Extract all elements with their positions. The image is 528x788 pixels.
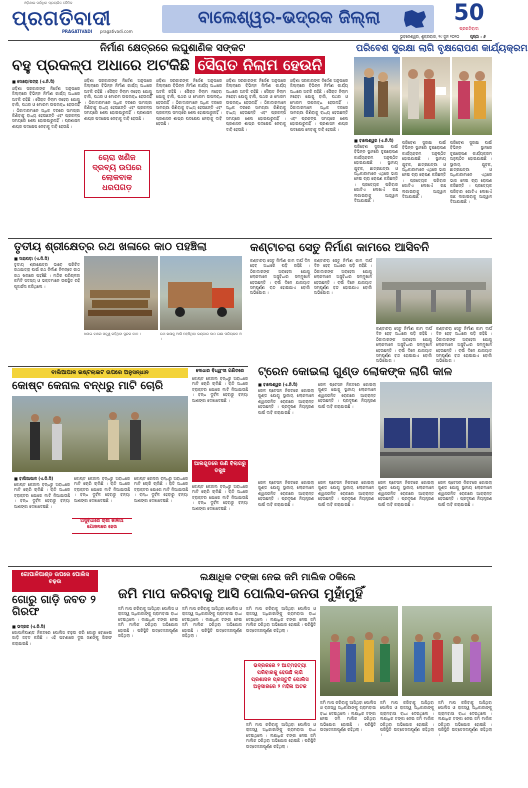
h9-kicker-box (12, 570, 98, 592)
h5-kicker-box (12, 368, 188, 378)
h2-body-col-3: ପରିବେଶ ସୁରକ୍ଷା ପାଇଁ ବିଭିନ୍ନ ସ୍ଥାନରେ ବୃକ୍ଷରୋପଣ କାର୍ଯ୍ୟକ୍ରମ ଅନୁଷ୍ଠିତ ହୋଇଯାଇଛି । ସ୍ଥାନୀୟ ଯୁବକ, ଛାତ୍ରଛାତ୍ରୀ ଓ ଅଧିକାରୀମାନେ ଏଥିରେ ଭାଗ ନେଇ ଚାରା ରୋପଣ କରିଛନ୍ତି । ପ୍ରତ୍ୟେକ ପରିବାର ଗୋଟିଏ ଲେଖାଏଁ ଗଛ ଲଗାଇବାକୁ ଆହ୍ୱାନ ଦିଆଯାଇଛି । (450, 140, 492, 205)
h10-body-col-2: ଜମି ମାପ କରିବାକୁ ଆସିଥିବା ପୋଲିସ ଓ ରାଜସ୍ୱ ଅଧିକାରୀଙ୍କୁ ଗ୍ରାମବାସୀ ବାଧା ଦେଇଥିଲେ । ଲକ୍ଷାଧିକ ଟଙ୍କା ନେଇ ଜମି ମାଲିକ ଠକିଥିବା ଅଭିଯୋଗ ହୋଇଛି । ପରିସ୍ଥିତି ଉତ୍ତେଜନାପୂର୍ଣ୍ଣ ରହିଥିଲା । (182, 606, 242, 639)
anniversary-logo (444, 2, 494, 32)
masthead-site: pragativadi.com (100, 29, 133, 34)
masthead-rule (8, 40, 492, 41)
section-title: ବାଲେଶ୍ୱର-ଭଦ୍ରକ ଜିଲ୍ଲା (198, 8, 381, 28)
coal-train-photo (380, 382, 492, 478)
tree-planting-photo-2 (402, 57, 450, 135)
masthead-tagline: ଓଡ଼ିଶାର ସର୍ବାଧିକ ପ୍ରଚାରିତ ଦୈନିକ (24, 1, 73, 5)
h6-body-col-1: କୋଷ୍ଟ କେନାଲ ବନ୍ଧରୁ ଅବାଧରେ ମାଟି ଚୋରି ଚାଲିଛି । ରାତି ଅଧରେ ଟ୍ରାକ୍ଟର ଯୋଗେ ମାଟି ନିଆଯାଉଛି । ବନ୍ଧ ଦୁର୍ବଳ ହେବାରୁ ବନ୍ୟା ଆଶଙ୍କା ଦେଖାଦେଇଛି । (192, 376, 248, 403)
h6-kicker: ଦୋଧାର ବିଧ୍ୱଂସୀ ଗଣିତରେ (195, 369, 245, 374)
h10-body-col-3: ଜମି ମାପ କରିବାକୁ ଆସିଥିବା ପୋଲିସ ଓ ରାଜସ୍ୱ ଅଧିକାରୀଙ୍କୁ ଗ୍ରାମବାସୀ ବାଧା ଦେଇଥିଲେ । ଲକ୍ଷାଧିକ ଟଙ୍କା ନେଇ ଜମି ମାଲିକ ଠକିଥିବା ଅଭିଯୋଗ ହୋଇଛି । ପରିସ୍ଥିତି ଉତ୍ତେଜନାପୂର୍ଣ୍ଣ ରହିଥିଲା । (246, 606, 316, 633)
rath-wood-photo-1 (84, 256, 158, 330)
h9-body: ଗୋପାଳିପାଣ୍ଡ ନିକଟରେ ପୋଲିସ ଚଢ଼ଉ କରି ଗୋରୁ ବୋଝେଇ ଗାଡ଼ି ଜବତ କରିଛି । ଏହି ଘଟଣାରେ ଦୁଇ ଜଣଙ୍କୁ ଗିରଫ କରାଯାଇଛି । (12, 630, 112, 646)
byline-3: ■ ସାହାପଡ଼ା (ଏ.ନି.ସି) (14, 256, 50, 261)
byline-5: ■ ବାଲେଶ୍ୱର (ଏ.ନି.ସି) (258, 382, 298, 387)
h2-body-col-2: ପରିବେଶ ସୁରକ୍ଷା ପାଇଁ ବିଭିନ୍ନ ସ୍ଥାନରେ ବୃକ୍ଷରୋପଣ କାର୍ଯ୍ୟକ୍ରମ ଅନୁଷ୍ଠିତ ହୋଇଯାଇଛି । ସ୍ଥାନୀୟ ଯୁବକ, ଛାତ୍ରଛାତ୍ରୀ ଓ ଅଧିକାରୀମାନେ ଏଥିରେ ଭାଗ ନେଇ ଚାରା ରୋପଣ କରିଛନ୍ତି । ପ୍ରତ୍ୟେକ ପରିବାର ଗୋଟିଏ ଲେଖାଏଁ ଗଛ ଲଗାଇବାକୁ ଆହ୍ୱାନ ଦିଆଯାଇଛି । (402, 140, 446, 200)
h10-inset-headline: ଭଦ୍ରକରେ ୨ ଆତ୍ମହତ୍ୟା ପରିବାରକୁ ହେଉଛି ଲାଗି ପ୍ରଶାସନ ପ୍ରସ୍ତୁତି ପୋଲିସ ଅନୁସାରରେ ୨ ମହିଳା ଅଟକ (251, 663, 309, 690)
masthead (0, 0, 500, 40)
h10-body-col-6: ଜମି ମାପ କରିବାକୁ ଆସିଥିବା ପୋଲିସ ଓ ରାଜସ୍ୱ ଅଧିକାରୀଙ୍କୁ ଗ୍ରାମବାସୀ ବାଧା ଦେଇଥିଲେ । ଲକ୍ଷାଧିକ ଟଙ୍କା ନେଇ ଜମି ମାଲିକ ଠକିଥିବା ଅଭିଯୋଗ ହୋଇଛି । ପରିସ୍ଥିତି ଉତ୍ତେଜନାପୂର୍ଣ୍ଣ ରହିଥିଲା । (380, 700, 434, 738)
h4-headline: କଣ୍ଟାଚରା ସେତୁ ନିର୍ମାଣ କାମରେ ଆସିବନି (250, 240, 430, 254)
rath-truck-photo (160, 256, 242, 330)
h5-body-col-3: କୋଷ୍ଟ କେନାଲ ବନ୍ଧରୁ ଅବାଧରେ ମାଟି ଚୋରି ଚାଲିଛି । ରାତି ଅଧରେ ଟ୍ରାକ୍ଟର ଯୋଗେ ମାଟି ନିଆଯାଉଛି । ବନ୍ଧ ଦୁର୍ବଳ ହେବାରୁ ବନ୍ୟା ଆଶଙ୍କା ଦେଖାଦେଇଛି । (134, 476, 188, 503)
h2-body-col-1: ପରିବେଶ ସୁରକ୍ଷା ପାଇଁ ବିଭିନ୍ନ ସ୍ଥାନରେ ବୃକ୍ଷରୋପଣ କାର୍ଯ୍ୟକ୍ରମ ଅନୁଷ୍ଠିତ ହୋଇଯାଇଛି । ସ୍ଥାନୀୟ ଯୁବକ, ଛାତ୍ରଛାତ୍ରୀ ଓ ଅଧିକାରୀମାନେ ଏଥିରେ ଭାଗ ନେଇ ଚାରା ରୋପଣ କରିଛନ୍ତି । ପ୍ରତ୍ୟେକ ପରିବାର ଗୋଟିଏ ଲେଖାଏଁ ଗଛ ଲଗାଇବାକୁ ଆହ୍ୱାନ ଦିଆଯାଇଛି । (354, 144, 398, 204)
h4-body-col-3: କଣ୍ଟାଚରା ସେତୁ ନିର୍ମାଣ କାମ ଦୀର୍ଘ ଦିନ ହେବ ଅଧାରେ ପଡ଼ି ରହିଛି । ଠିକାଦାରଙ୍କ ଅବହେଳା ଯୋଗୁ ଲୋକମାନେ ଅସୁବିଧାର ସମ୍ମୁଖୀନ ହେଉଛନ୍ତି । ବର୍ଷା ଦିନେ ଯାତାୟାତ ସମ୍ପୂର୍ଣ୍ଣ ବନ୍ଦ ହୋଇଯାଏ ବୋଲି ଅଭିଯୋଗ । (376, 326, 432, 364)
h4-body-col-2: କଣ୍ଟାଚରା ସେତୁ ନିର୍ମାଣ କାମ ଦୀର୍ଘ ଦିନ ହେବ ଅଧାରେ ପଡ଼ି ରହିଛି । ଠିକାଦାରଙ୍କ ଅବହେଳା ଯୋଗୁ ଲୋକମାନେ ଅସୁବିଧାର ସମ୍ମୁଖୀନ ହେଉଛନ୍ତି । ବର୍ଷା ଦିନେ ଯାତାୟାତ ସମ୍ପୂର୍ଣ୍ଣ ବନ୍ଦ ହୋଇଯାଏ ବୋଲି ଅଭିଯୋଗ । (314, 258, 372, 296)
tree-planting-photo-3 (452, 57, 492, 135)
h7-body-col-2: ରେଳ ଷ୍ଟେସନ ନିକଟରେ କୋଇଲା ଗୁଣ୍ଡ ଯୋଗୁ ସ୍ଥାନୀୟ ଲୋକମାନେ ଶ୍ୱାସଜନିତ ରୋଗରେ ଆକ୍ରାନ୍ତ ହେଉଛନ୍ତି । ପ୍ରଦୂଷଣ ନିୟନ୍ତ୍ରଣ ପାଇଁ ଦାବି କରାଯାଇଛି । (318, 382, 376, 409)
anniversary-number: 50 (453, 1, 485, 26)
district-map-icon (402, 8, 428, 30)
tree-planting-photo-1 (354, 57, 400, 135)
h2-headline: ପରିବେଶ ସୁରକ୍ଷା ଲାଗି ବୃକ୍ଷରୋପଣ କାର୍ଯ୍ୟକ୍ରମ (356, 43, 528, 54)
h10-body-col-7: ଜମି ମାପ କରିବାକୁ ଆସିଥିବା ପୋଲିସ ଓ ରାଜସ୍ୱ ଅଧିକାରୀଙ୍କୁ ଗ୍ରାମବାସୀ ବାଧା ଦେଇଥିଲେ । ଲକ୍ଷାଧିକ ଟଙ୍କା ନେଇ ଜମି ମାଲିକ ଠକିଥିବା ଅଭିଯୋଗ ହୋଇଛି । ପରିସ୍ଥିତି ଉତ୍ତେଜନାପୂର୍ଣ୍ଣ ରହିଥିଲା । (438, 700, 492, 738)
row-rule-2 (8, 366, 248, 367)
anniversary-label: ପ୍ରଗତିବାଦୀ (459, 26, 479, 31)
h4-body-col-4: କଣ୍ଟାଚରା ସେତୁ ନିର୍ମାଣ କାମ ଦୀର୍ଘ ଦିନ ହେବ ଅଧାରେ ପଡ଼ି ରହିଛି । ଠିକାଦାରଙ୍କ ଅବହେଳା ଯୋଗୁ ଲୋକମାନେ ଅସୁବିଧାର ସମ୍ମୁଖୀନ ହେଉଛନ୍ତି । ବର୍ଷା ଦିନେ ଯାତାୟାତ ସମ୍ପୂର୍ଣ୍ଣ ବନ୍ଦ ହୋଇଯାଏ ବୋଲି ଅଭିଯୋଗ । (436, 326, 492, 364)
h4-body-col-1: କଣ୍ଟାଚରା ସେତୁ ନିର୍ମାଣ କାମ ଦୀର୍ଘ ଦିନ ହେବ ଅଧାରେ ପଡ଼ି ରହିଛି । ଠିକାଦାରଙ୍କ ଅବହେଳା ଯୋଗୁ ଲୋକମାନେ ଅସୁବିଧାର ସମ୍ମୁଖୀନ ହେଉଛନ୍ତି । ବର୍ଷା ଦିନେ ଯାତାୟାତ ସମ୍ପୂର୍ଣ୍ଣ ବନ୍ଦ ହୋଇଯାଏ ବୋଲି ଅଭିଯୋଗ । (250, 258, 310, 296)
h1-headline (12, 56, 348, 74)
h9-headline: ଗୋରୁ ଗାଡ଼ି ଜବତ ୨ ଗିରଫ (12, 593, 96, 618)
h5-body-col-2: କୋଷ୍ଟ କେନାଲ ବନ୍ଧରୁ ଅବାଧରେ ମାଟି ଚୋରି ଚାଲିଛି । ରାତି ଅଧରେ ଟ୍ରାକ୍ଟର ଯୋଗେ ମାଟି ନିଆଯାଉଛି । ବନ୍ଧ ଦୁର୍ବଳ ହେବାରୁ ବନ୍ୟା ଆଶଙ୍କା ଦେଖାଦେଇଛି । (74, 476, 130, 503)
page-number: ପୃଷ୍ଠା : ୬ (470, 34, 486, 39)
h10-body-col-1: ଜମି ମାପ କରିବାକୁ ଆସିଥିବା ପୋଲିସ ଓ ରାଜସ୍ୱ ଅଧିକାରୀଙ୍କୁ ଗ୍ରାମବାସୀ ବାଧା ଦେଇଥିଲେ । ଲକ୍ଷାଧିକ ଟଙ୍କା ନେଇ ଜମି ମାଲିକ ଠକିଥିବା ଅଭିଯୋଗ ହୋଇଛି । ପରିସ୍ଥିତି ଉତ୍ତେଜନାପୂର୍ଣ୍ଣ ରହିଥିଲା । (118, 606, 178, 639)
h8-inset (72, 518, 132, 534)
h7-body-col-1: ରେଳ ଷ୍ଟେସନ ନିକଟରେ କୋଇଲା ଗୁଣ୍ଡ ଯୋଗୁ ସ୍ଥାନୀୟ ଲୋକମାନେ ଶ୍ୱାସଜନିତ ରୋଗରେ ଆକ୍ରାନ୍ତ ହେଉଛନ୍ତି । ପ୍ରଦୂଷଣ ନିୟନ୍ତ୍ରଣ ପାଇଁ ଦାବି କରାଯାଇଛି । (258, 388, 314, 415)
h7-body-col-3: ରେଳ ଷ୍ଟେସନ ନିକଟରେ କୋଇଲା ଗୁଣ୍ଡ ଯୋଗୁ ସ୍ଥାନୀୟ ଲୋକମାନେ ଶ୍ୱାସଜନିତ ରୋଗରେ ଆକ୍ରାନ୍ତ ହେଉଛନ୍ତି । ପ୍ରଦୂଷଣ ନିୟନ୍ତ୍ରଣ ପାଇଁ ଦାବି କରାଯାଇଛି । (258, 480, 314, 507)
row-rule-1 (8, 238, 492, 239)
h1-inset-box (84, 150, 150, 198)
h10-body-col-4: ଜମି ମାପ କରିବାକୁ ଆସିଥିବା ପୋଲିସ ଓ ରାଜସ୍ୱ ଅଧିକାରୀଙ୍କୁ ଗ୍ରାମବାସୀ ବାଧା ଦେଇଥିଲେ । ଲକ୍ଷାଧିକ ଟଙ୍କା ନେଇ ଜମି ମାଲିକ ଠକିଥିବା ଅଭିଯୋଗ ହୋଇଛି । ପରିସ୍ଥିତି ଉତ୍ତେଜନାପୂର୍ଣ୍ଣ ରହିଥିଲା । (246, 722, 316, 749)
h6-banner-text: ଆଲଗୁଡରେ ଉଣି ବିଲାଗରୁ ଡକୁଛ (194, 461, 246, 474)
masthead-brand-sub: PRAGATIVADI (62, 29, 93, 34)
masthead-brand: ପ୍ରଗତିବାଦୀ (12, 6, 112, 30)
h10-inset-box (244, 660, 316, 720)
byline-6: ■ ଭଦ୍ରକ (ଏ.ନି.ସି) (12, 624, 46, 629)
h5-headline: କୋଷ୍ଟ କେନାଲ ବନ୍ଧରୁ ମାଟି ଚୋରି (12, 379, 164, 392)
h10-headline: ଜମି ମାପ କରିବାକୁ ଆସି ପୋଲିସ-ଜନତା ମୁହାଁମୁହିଁ (118, 586, 364, 602)
byline-4: ■ ବାଲିଆପାଳ (ଏ.ନି.ସି) (14, 476, 54, 481)
h9-kicker: ଗୋପାଳିପାଣ୍ଡ ଉପରେ ପୋଲିସ ଚଢ଼ଉ (20, 572, 90, 585)
h10-body-col-5: ଜମି ମାପ କରିବାକୁ ଆସିଥିବା ପୋଲିସ ଓ ରାଜସ୍ୱ ଅଧିକାରୀଙ୍କୁ ଗ୍ରାମବାସୀ ବାଧା ଦେଇଥିଲେ । ଲକ୍ଷାଧିକ ଟଙ୍କା ନେଇ ଜମି ମାଲିକ ଠକିଥିବା ଅଭିଯୋଗ ହୋଇଛି । ପରିସ୍ଥିତି ଉତ୍ତେଜନାପୂର୍ଣ୍ଣ ରହିଥିଲା । (320, 700, 376, 733)
h7-body-col-4: ରେଳ ଷ୍ଟେସନ ନିକଟରେ କୋଇଲା ଗୁଣ୍ଡ ଯୋଗୁ ସ୍ଥାନୀୟ ଲୋକମାନେ ଶ୍ୱାସଜନିତ ରୋଗରେ ଆକ୍ରାନ୍ତ ହେଉଛନ୍ତି । ପ୍ରଦୂଷଣ ନିୟନ୍ତ୍ରଣ ପାଇଁ ଦାବି କରାଯାଇଛି । (318, 480, 374, 507)
h8-inset-headline: ଅସୁବିଧାରେ ଚାଷୀ କାଳିଆ ଯୋଜନାରେ ହେଉ (80, 519, 124, 530)
h10-kicker: ଲକ୍ଷାଧିକ ଟଙ୍କା ନେଇ ଜମି ମାଲିକ ଠକିଲେ (200, 572, 356, 583)
h1-body-col-2: ଓଡ଼ିଶା ସରକାରଙ୍କ ନିର୍ଦ୍ଦେଶ ଅନୁସାରେ ଜିଲ୍ଲାରେ ବିଭିନ୍ନ ନିର୍ମାଣ କାର୍ଯ୍ୟ ଅଧାରେ ଅଟକି ରହିଛି । ସୈରାତ ନିଲାମ ନହେବା ଯୋଗୁ ବାଲି, ପଥର ଓ ମୋରମ ଉପଲବ୍ଧ ହେଉନାହିଁ । ଠିକାଦାରମାନେ ଅଧିକ ଦରରେ ସାମଗ୍ରୀ କିଣିବାକୁ ବାଧ୍ୟ ହେଉଛନ୍ତି ଏବଂ ପ୍ରକଳ୍ପ ସମୟରେ ଶେଷ ହୋଇପାରୁନାହିଁ । ପ୍ରଶାସନ ଶୀଘ୍ର ପଦକ୍ଷେପ ନେବାକୁ ଦାବି ହେଉଛି । (84, 78, 152, 121)
h7-body-col-6: ରେଳ ଷ୍ଟେସନ ନିକଟରେ କୋଇଲା ଗୁଣ୍ଡ ଯୋଗୁ ସ୍ଥାନୀୟ ଲୋକମାନେ ଶ୍ୱାସଜନିତ ରୋଗରେ ଆକ୍ରାନ୍ତ ହେଉଛନ୍ତି । ପ୍ରଦୂଷଣ ନିୟନ୍ତ୍ରଣ ପାଇଁ ଦାବି କରାଯାଇଛି । (438, 480, 492, 507)
bridge-photo (376, 258, 492, 324)
h1-body-col-4: ଓଡ଼ିଶା ସରକାରଙ୍କ ନିର୍ଦ୍ଦେଶ ଅନୁସାରେ ଜିଲ୍ଲାରେ ବିଭିନ୍ନ ନିର୍ମାଣ କାର୍ଯ୍ୟ ଅଧାରେ ଅଟକି ରହିଛି । ସୈରାତ ନିଲାମ ନହେବା ଯୋଗୁ ବାଲି, ପଥର ଓ ମୋରମ ଉପଲବ୍ଧ ହେଉନାହିଁ । ଠିକାଦାରମାନେ ଅଧିକ ଦରରେ ସାମଗ୍ରୀ କିଣିବାକୁ ବାଧ୍ୟ ହେଉଛନ୍ତି ଏବଂ ପ୍ରକଳ୍ପ ସମୟରେ ଶେଷ ହୋଇପାରୁନାହିଁ । ପ୍ରଶାସନ ଶୀଘ୍ର ପଦକ୍ଷେପ ନେବାକୁ ଦାବି ହେଉଛି । (226, 78, 286, 132)
h3-headline: ତୃତୀୟ ଶ୍ରୀକ୍ଷେତ୍ର ରଥ ଖଳାରେ କାଠ ପହଞ୍ଚିଲା (14, 240, 207, 253)
h5-kicker: ବାଲିଆପାଳ ଇଷ୍ଟଲାଇଟ ଉପରେ ଅନୁସନ୍ଧାନ (51, 370, 149, 376)
land-dispute-photo-1 (320, 606, 398, 696)
dateline: ଭୁବନେଶ୍ୱର, ଶୁକ୍ରବାର, ୧୯ ଜୁନ ୨୦୨୦ (400, 34, 460, 39)
row-rule-3 (8, 566, 492, 567)
caption-1: ଧନାଇ ବାଲେ ସତ୍ତ୍ୱ ରହିଥିବା ସୁନ୍ଦର କାଠ । (84, 332, 142, 336)
h1-body-col-5: ଓଡ଼ିଶା ସରକାରଙ୍କ ନିର୍ଦ୍ଦେଶ ଅନୁସାରେ ଜିଲ୍ଲାରେ ବିଭିନ୍ନ ନିର୍ମାଣ କାର୍ଯ୍ୟ ଅଧାରେ ଅଟକି ରହିଛି । ସୈରାତ ନିଲାମ ନହେବା ଯୋଗୁ ବାଲି, ପଥର ଓ ମୋରମ ଉପଲବ୍ଧ ହେଉନାହିଁ । ଠିକାଦାରମାନେ ଅଧିକ ଦରରେ ସାମଗ୍ରୀ କିଣିବାକୁ ବାଧ୍ୟ ହେଉଛନ୍ତି ଏବଂ ପ୍ରକଳ୍ପ ସମୟରେ ଶେଷ ହୋଇପାରୁନାହିଁ । ପ୍ରଶାସନ ଶୀଘ୍ର ପଦକ୍ଷେପ ନେବାକୁ ଦାବି ହେଉଛି । (290, 78, 348, 132)
h1-headline-highlight: ସୈରାତ ନିଲାମ ହେଉନି (195, 56, 325, 74)
byline-1: ■ ସୋରୋ/ପତ୍ରା (ଏ.ନି.ସି) (12, 79, 55, 84)
h6-body-col-2: କୋଷ୍ଟ କେନାଲ ବନ୍ଧରୁ ଅବାଧରେ ମାଟି ଚୋରି ଚାଲିଛି । ରାତି ଅଧରେ ଟ୍ରାକ୍ଟର ଯୋଗେ ମାଟି ନିଆଯାଉଛି । ବନ୍ଧ ଦୁର୍ବଳ ହେବାରୁ ବନ୍ୟା ଆଶଙ୍କା ଦେଖାଦେଇଛି । (192, 484, 248, 511)
h1-body-col-3: ଓଡ଼ିଶା ସରକାରଙ୍କ ନିର୍ଦ୍ଦେଶ ଅନୁସାରେ ଜିଲ୍ଲାରେ ବିଭିନ୍ନ ନିର୍ମାଣ କାର୍ଯ୍ୟ ଅଧାରେ ଅଟକି ରହିଛି । ସୈରାତ ନିଲାମ ନହେବା ଯୋଗୁ ବାଲି, ପଥର ଓ ମୋରମ ଉପଲବ୍ଧ ହେଉନାହିଁ । ଠିକାଦାରମାନେ ଅଧିକ ଦରରେ ସାମଗ୍ରୀ କିଣିବାକୁ ବାଧ୍ୟ ହେଉଛନ୍ତି ଏବଂ ପ୍ରକଳ୍ପ ସମୟରେ ଶେଷ ହୋଇପାରୁନାହିଁ । ପ୍ରଶାସନ ଶୀଘ୍ର ପଦକ୍ଷେପ ନେବାକୁ ଦାବି ହେଉଛି । (156, 78, 222, 127)
canal-soil-photo (12, 396, 188, 472)
h6-banner (192, 460, 248, 482)
h1-body-col-1: ଓଡ଼ିଶା ସରକାରଙ୍କ ନିର୍ଦ୍ଦେଶ ଅନୁସାରେ ଜିଲ୍ଲାରେ ବିଭିନ୍ନ ନିର୍ମାଣ କାର୍ଯ୍ୟ ଅଧାରେ ଅଟକି ରହିଛି । ସୈରାତ ନିଲାମ ନହେବା ଯୋଗୁ ବାଲି, ପଥର ଓ ମୋରମ ଉପଲବ୍ଧ ହେଉନାହିଁ । ଠିକାଦାରମାନେ ଅଧିକ ଦରରେ ସାମଗ୍ରୀ କିଣିବାକୁ ବାଧ୍ୟ ହେଉଛନ୍ତି ଏବଂ ପ୍ରକଳ୍ପ ସମୟରେ ଶେଷ ହୋଇପାରୁନାହିଁ । ପ୍ରଶାସନ ଶୀଘ୍ର ପଦକ୍ଷେପ ନେବାକୁ ଦାବି ହେଉଛି । (12, 86, 80, 129)
h1-inset-headline: ଚୋରା ଖଣିଜ ଦ୍ରବ୍ୟ ଉପରେ ଲୋକବାକ ଧରପଗଡ଼ (92, 153, 142, 192)
byline-2: ■ ବାଲେଶ୍ୱର (ଏ.ନି.ସି) (354, 138, 394, 143)
h5-body-col-1: କୋଷ୍ଟ କେନାଲ ବନ୍ଧରୁ ଅବାଧରେ ମାଟି ଚୋରି ଚାଲିଛି । ରାତି ଅଧରେ ଟ୍ରାକ୍ଟର ଯୋଗେ ମାଟି ନିଆଯାଉଛି । ବନ୍ଧ ଦୁର୍ବଳ ହେବାରୁ ବନ୍ୟା ଆଶଙ୍କା ଦେଖାଦେଇଛି । (14, 482, 70, 509)
h3-body: ତୃତୀୟ ଶ୍ରୀକ୍ଷେତ୍ର ଭାବେ ପରିଚିତ ରଥଯାତ୍ରା ପାଇଁ ରଥ ନିର୍ମାଣ ନିମନ୍ତେ କାଠ ରଥ ଖଳାରେ ପହଞ୍ଚିଛି । ମନ୍ଦିର ପରିଚାଳନା କମିଟି ସଦସ୍ୟ ଓ ଭକ୍ତମାନେ ଉପସ୍ଥିତ ରହି ପୂଜାର୍ଚ୍ଚନା କରିଥିଲେ । (14, 262, 80, 289)
h1-headline-main: ବହୁ ପ୍ରକଳ୍ପ ଅଧାରେ ଅଟକିଛି (12, 56, 190, 74)
caption-2: ରଥ ଖଳାକୁ ଆସି ପହଞ୍ଚିଥିବା ଭଣ୍ଡାର କାଠ ଗଣା ପରିଚାଳକ ଓ । (160, 332, 242, 341)
h1-kicker: ନିର୍ମାଣ କ୍ଷେତ୍ରରେ ଲଘୁଶାଣିକ ସଙ୍କଟ (100, 43, 246, 54)
land-dispute-photo-2 (402, 606, 492, 696)
h7-body-col-5: ରେଳ ଷ୍ଟେସନ ନିକଟରେ କୋଇଲା ଗୁଣ୍ଡ ଯୋଗୁ ସ୍ଥାନୀୟ ଲୋକମାନେ ଶ୍ୱାସଜନିତ ରୋଗରେ ଆକ୍ରାନ୍ତ ହେଉଛନ୍ତି । ପ୍ରଦୂଷଣ ନିୟନ୍ତ୍ରଣ ପାଇଁ ଦାବି କରାଯାଇଛି । (378, 480, 434, 507)
h7-headline: ଟ୍ରେନ କୋଇଲା ଗୁଣ୍ଡ ଲୋକଙ୍କ ଲାଗି କାଳ (258, 364, 453, 378)
